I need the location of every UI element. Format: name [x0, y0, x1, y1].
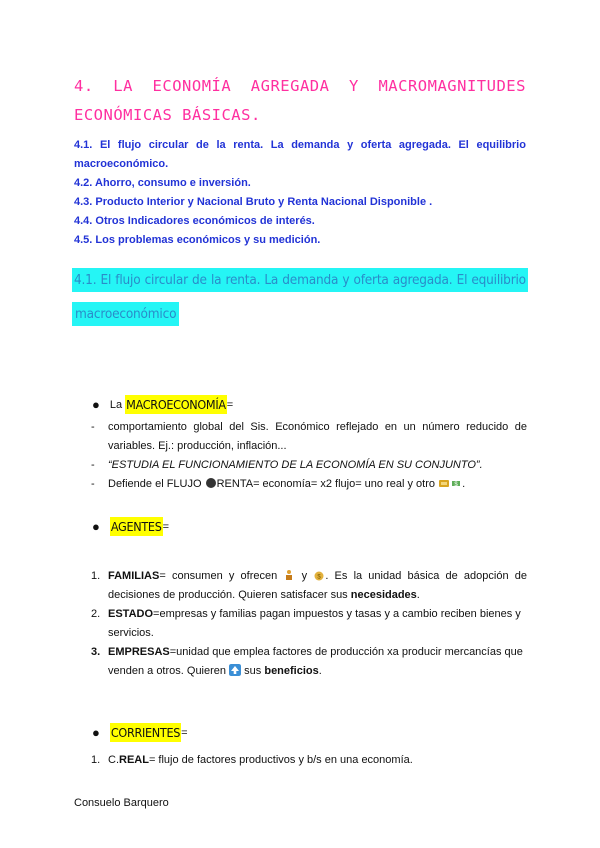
bullet-macroeconomia: ● La MACROECONOMÍA = [92, 397, 234, 412]
worker-icon [283, 569, 295, 581]
svg-text:$: $ [317, 574, 321, 581]
list-item: - Defiende el FLUJO RENTA= economía= x2 flujo= uno real y otro $ . [91, 475, 527, 494]
bullet-agentes: ● AGENTES = [92, 519, 170, 534]
main-title-line2: ECONÓMICAS BÁSICAS. [74, 106, 261, 124]
title-word: ECONOMÍA [152, 77, 232, 95]
toc-item-4-1[interactable]: 4.1. El flujo circular de la renta. La demanda y oferta agregada. El equilibrio macroeconómico. [74, 139, 526, 170]
toc-item-4-5[interactable]: 4.5. Los problemas económicos y su medición. [74, 234, 321, 246]
section-heading-line1: 4.1. El flujo circular de la renta. La demanda y oferta agregada. El equilibrio [72, 268, 528, 292]
macro-definition-list [91, 418, 527, 494]
money-bag-icon [438, 477, 450, 489]
toc-item-4-2[interactable]: 4.2. Ahorro, consumo e inversión. [74, 177, 251, 189]
list-item: - comportamiento global del Sis. Económico reflejado en un número reducido de variables. Ej.: producción, inflación... [91, 418, 527, 456]
main-title-line1 [74, 72, 526, 101]
toc-item-4-3[interactable]: 4.3. Producto Interior y Nacional Bruto y Renta Nacional Disponible . [74, 196, 433, 208]
section-heading [72, 268, 528, 326]
bullet-dot-icon: ● [92, 519, 100, 534]
agentes-list [91, 567, 527, 681]
list-item: 2. ESTADO=empresas y familias pagan impuestos y tasas y a cambio reciben bienes y servicios. [91, 608, 521, 639]
up-arrow-icon [229, 664, 241, 676]
list-item: 3. EMPRESAS=unidad que emplea factores de producción xa producir mercancías que venden a otros. Quieren sus beneficios. [91, 646, 523, 677]
highlight-agentes: AGENTES [110, 519, 162, 534]
list-item: - “ESTUDIA EL FUNCIONAMIENTO DE LA ECONOMÍA EN SU CONJUNTO”. [91, 456, 527, 475]
title-word: LA [113, 77, 133, 95]
title-word: MACROMAGNITUDES [378, 77, 526, 95]
section-heading-line2: macroeconómico [72, 302, 179, 326]
svg-text:$: $ [454, 482, 458, 488]
highlight-corrientes: CORRIENTES [110, 725, 181, 740]
table-of-contents [74, 136, 526, 250]
main-title [74, 72, 526, 130]
list-item: 1. FAMILIAS= consumen y ofrecen y $ . Es la unidad básica de adopción de decisiones de producción. Quieren satisfacer sus necesidades. [91, 570, 527, 601]
black-circle-icon [205, 477, 217, 489]
toc-item-4-4[interactable]: 4.4. Otros Indicadores económicos de interés. [74, 215, 315, 227]
list-item: 1. C.REAL= flujo de factores productivos y b/s en una economía. [91, 754, 413, 766]
footer-author: Consuelo Barquero [74, 797, 169, 809]
title-word: AGREGADA [250, 77, 330, 95]
title-word: Y [349, 77, 359, 95]
bullet-dot-icon: ● [92, 725, 100, 740]
bullet-corrientes: ● CORRIENTES = [92, 725, 188, 740]
money-icon [313, 569, 325, 581]
highlight-macroeconomia: MACROECONOMÍA [126, 397, 226, 412]
corrientes-list [91, 751, 527, 770]
title-word: 4. [74, 77, 94, 95]
money-wings-icon [450, 477, 462, 489]
bullet-dot-icon: ● [92, 397, 100, 412]
